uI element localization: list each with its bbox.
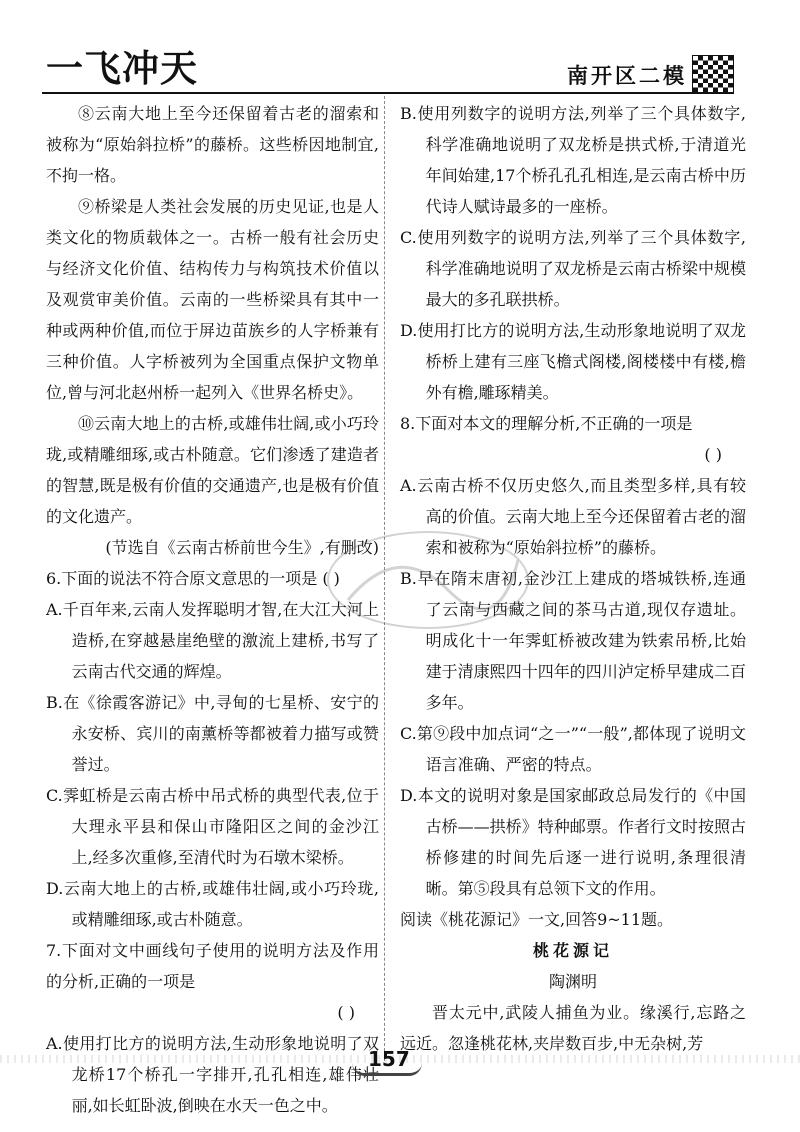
left-column-para: 6.下面的说法不符合原文意思的一项是 ( ) [46,569,340,588]
right-column-para: A.云南古桥不仅历史悠久,而且类型多样,具有较高的价值。云南大地上至今还保留着古老的溜索和被称为“原始斜拉桥”的藤桥。 [400,476,746,557]
watermark-stamp-icon [318,520,538,640]
right-column-para: C.使用列数字的说明方法,列举了三个具体数字,科学准确地说明了双龙桥是云南古桥梁中规模最大的多孔联拱桥。 [400,228,746,309]
page-number-swoosh [352,1063,422,1076]
left-column-para: ⑧云南大地上至今还保留着古老的溜索和被称为“原始斜拉桥”的藤桥。这些桥因地制宜,不拘一格。 [46,104,379,185]
right-column-para: B.使用列数字的说明方法,列举了三个具体数字,科学准确地说明了双龙桥是拱式桥,于清道光年间始建,17个桥孔孔孔相连,是云南古桥中历代诗人赋诗最多的一座桥。 [400,104,746,216]
right-column-para: 陶渊明 [548,972,597,991]
section-title: 南开区二模 [567,64,687,88]
right-column-para: 8.下面对本文的理解分析,不正确的一项是 [400,414,693,433]
right-column-para: ( ) [704,445,722,464]
right-column-para: 桃花源记 [532,941,613,960]
left-column-para: ⑨桥梁是人类社会发展的历史见证,也是人类文化的物质载体之一。古桥一般有社会历史与经济文化价值、结构传力与构筑技术价值以及观赏审美价值。云南的一些桥梁具有其中一种或两种价值,而位于屏边苗族乡的人字桥兼有三种价值。人字桥被列为全国重点保护文物单位,曾与河北赵州桥一起列入《世界名桥史》。 [46,197,379,402]
left-column-para: (节选自《云南古桥前世今生》,有删改) [105,538,379,557]
right-column-para: C.第⑨段中加点词“之一”“一般”,都体现了说明文语言准确、严密的特点。 [400,724,746,774]
brand-title: 一飞冲天 [46,47,198,90]
left-column-para: A.使用打比方的说明方法,生动形象地说明了双龙桥17个桥孔一字排开,孔孔相连,雄伟壮丽,如长虹卧波,倒映在水天一色之中。 [46,1034,379,1115]
right-column-para: D.使用打比方的说明方法,生动形象地说明了双龙桥桥上建有三座飞檐式阁楼,阁楼楼中有楼,檐外有檐,雕琢精美。 [400,321,746,402]
header-rule [42,92,734,94]
right-column-para: 阅读《桃花源记》一文,回答9~11题。 [400,910,674,929]
left-column-para: ( ) [337,1003,355,1022]
left-column-para: D.云南大地上的古桥,或雄伟壮阔,或小巧玲珑,或精雕细琢,或古朴随意。 [46,879,379,929]
left-column-para: 7.下面对文中画线句子使用的说明方法及作用的分析,正确的一项是 [46,941,379,991]
left-column-para: C.霁虹桥是云南古桥中吊式桥的典型代表,位于大理永平县和保山市隆阳区之间的金沙江上,经多次重修,至清代时为石墩木梁桥。 [46,786,379,867]
left-column-para: B.在《徐霞客游记》中,寻甸的七星桥、安宁的永安桥、宾川的南薰桥等都被着力描写或赞誉过。 [46,693,379,774]
checker-pattern-icon [692,55,734,93]
right-column-para: D.本文的说明对象是国家邮政总局发行的《中国古桥——拱桥》特种邮票。作者行文时按照古桥修建的时间先后逐一进行说明,条理很清晰。第⑤段具有总领下文的作用。 [400,786,746,898]
page-number: 157 [368,1047,410,1071]
right-column-para: B.早在隋末唐初,金沙江上建成的塔城铁桥,连通了云南与西藏之间的茶马古道,现仅存遗址。明成化十一年霁虹桥被改建为铁索吊桥,比始建于清康熙四十四年的四川泸定桥早建成二百多年。 [400,569,746,712]
right-column-para: 晋太元中,武陵人捕鱼为业。缘溪行,忘路之远近。忽逢桃花林,夹岸数百步,中无杂树,芳 [400,1003,746,1053]
left-column-para: ⑩云南大地上的古桥,或雄伟壮阔,或小巧玲珑,或精雕细琢,或古朴随意。它们渗透了建造者的智慧,既是极有价值的交通遗产,也是极有价值的文化遗产。 [46,414,379,526]
left-column-para: A.千百年来,云南人发挥聪明才智,在大江大河上造桥,在穿越悬崖绝壁的激流上建桥,书写了云南古代交通的辉煌。 [46,600,379,681]
